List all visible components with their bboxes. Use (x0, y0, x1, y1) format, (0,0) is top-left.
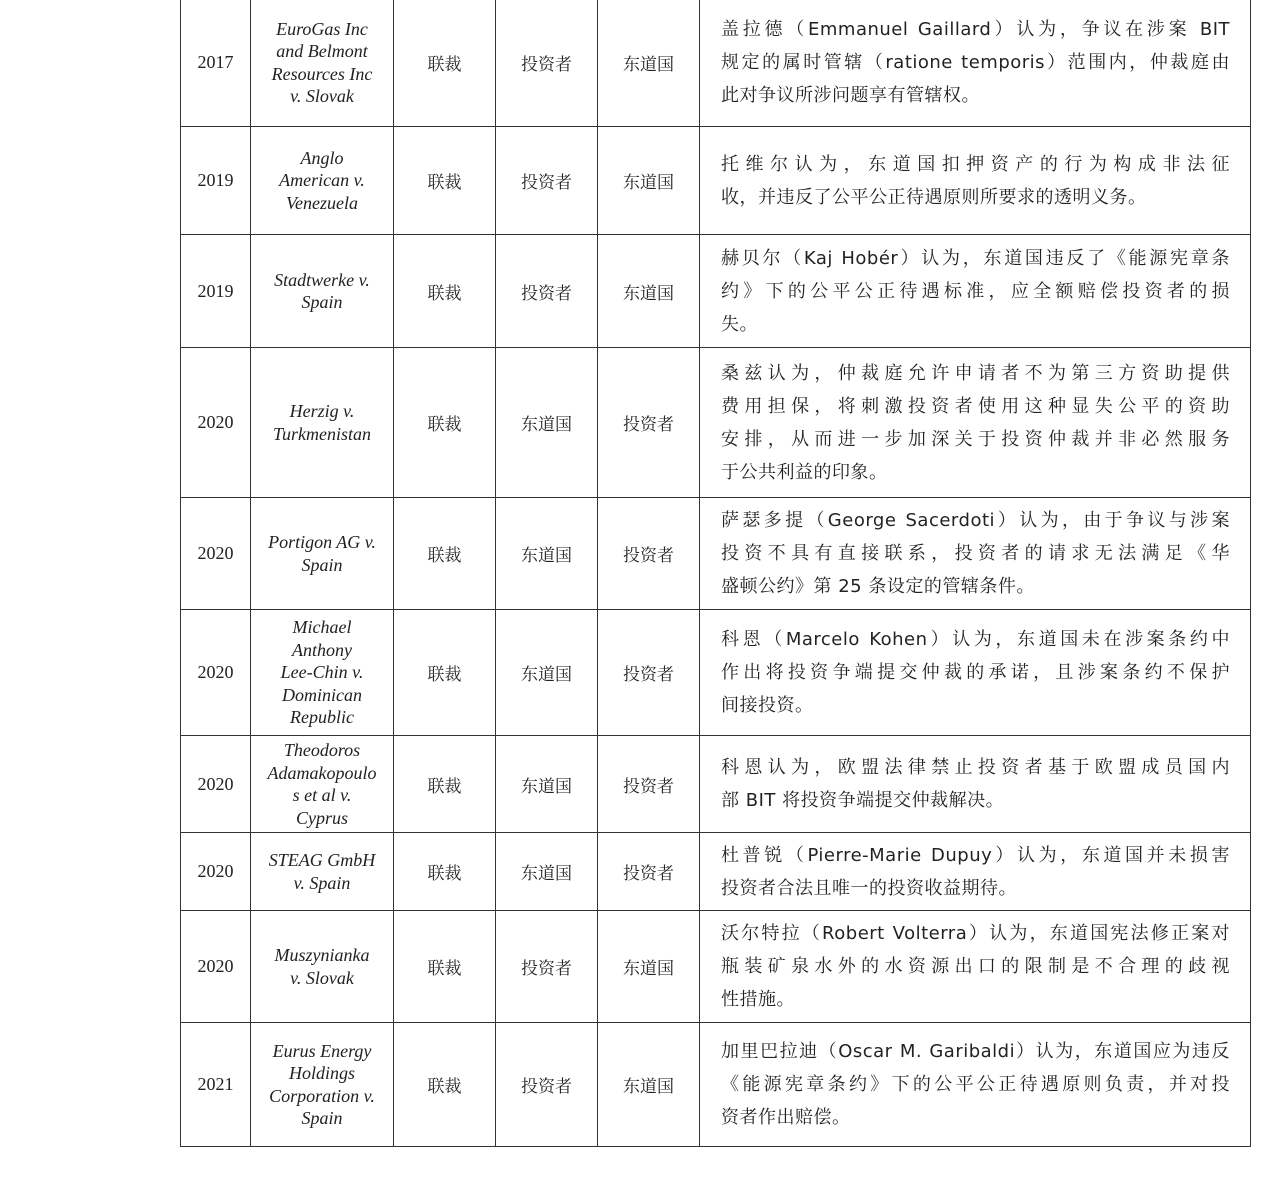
case-name-line: Corporation v. (269, 1085, 375, 1106)
case-name-cell (251, 127, 394, 235)
result-cell: 联裁 (394, 127, 496, 235)
opinion-line: 赫贝尔（Kaj Hobér）认为，东道国违反了《能源宪章条 (721, 247, 1230, 269)
case-name-line: Eurus Energy (272, 1040, 372, 1061)
party-a-cell: 投资者 (496, 1023, 598, 1147)
case-name-line: Republic (290, 707, 354, 728)
case-name-line: v. Slovak (290, 86, 354, 106)
case-name-line: Stadtwerke v. (274, 269, 370, 290)
case-name-line: Resources Inc (271, 63, 373, 84)
opinion-line: 规定的属时管辖（ratione temporis）范围内，仲裁庭由 (721, 52, 1230, 73)
year-cell: 2020 (181, 610, 251, 736)
opinion-cell (700, 127, 1251, 235)
year-cell: 2020 (181, 911, 251, 1023)
opinion-line: 盖拉德（Emmanuel Gaillard）认为，争议在涉案 BIT (721, 19, 1230, 40)
party-b-cell: 东道国 (598, 127, 700, 235)
opinion-line: 此对争议所涉问题享有管辖权。 (721, 85, 980, 106)
opinion-line: 作出将投资争端提交仲裁的承诺，且涉案条约不保护 (721, 662, 1230, 683)
party-a-cell: 东道国 (496, 498, 598, 610)
table-row (181, 498, 1251, 610)
opinion-cell (700, 833, 1251, 911)
case-name-line: Spain (301, 292, 343, 312)
party-b-cell: 投资者 (598, 348, 700, 498)
result-cell: 联裁 (394, 610, 496, 736)
case-name-line: s et al v. (292, 785, 352, 805)
result-cell: 联裁 (394, 1023, 496, 1147)
table-row (181, 0, 1251, 127)
table-row (181, 1023, 1251, 1147)
year-cell: 2019 (181, 127, 251, 235)
opinion-line: 瓶装矿泉水外的水资源出口的限制是不合理的歧视 (721, 956, 1230, 977)
year-cell: 2020 (181, 498, 251, 610)
party-a-cell: 投资者 (496, 127, 598, 235)
party-b-cell: 东道国 (598, 911, 700, 1023)
result-cell: 联裁 (394, 0, 496, 127)
table-row (181, 348, 1251, 498)
party-b-cell: 东道国 (598, 1023, 700, 1147)
opinion-line: 部 BIT 将投资争端提交仲裁解决。 (721, 790, 1005, 811)
opinion-line: 间接投资。 (721, 695, 814, 716)
year-cell: 2020 (181, 348, 251, 498)
opinion-line: 性措施。 (721, 989, 795, 1010)
opinion-line: 投资不具有直接联系，投资者的请求无法满足《华 (721, 543, 1230, 564)
year-cell: 2020 (181, 833, 251, 911)
opinion-line: 盛顿公约》第 25 条设定的管辖条件。 (721, 576, 1035, 597)
result-cell: 联裁 (394, 235, 496, 348)
opinion-line: 费用担保，将刺激投资者使用这种显失公平的资助 (721, 395, 1230, 417)
opinion-cell (700, 1023, 1251, 1147)
party-b-cell: 投资者 (598, 833, 700, 911)
case-name-line: Herzig v. (289, 401, 355, 421)
opinion-line: 资者作出赔偿。 (721, 1107, 851, 1128)
case-name-cell (251, 610, 394, 736)
opinion-cell (700, 736, 1251, 833)
case-name-line: v. Spain (293, 872, 351, 893)
case-name-line: Cyprus (295, 807, 348, 828)
case-name-line: EuroGas Inc (276, 18, 368, 39)
opinion-line: 托维尔认为，东道国扣押资产的行为构成非法征 (721, 153, 1230, 175)
result-cell: 联裁 (394, 498, 496, 610)
party-b-cell: 投资者 (598, 610, 700, 736)
opinion-cell (700, 348, 1251, 498)
party-a-cell: 东道国 (496, 736, 598, 833)
party-a-cell: 投资者 (496, 911, 598, 1023)
case-name-line: Spain (301, 1108, 343, 1128)
case-name-cell (251, 235, 394, 348)
result-cell: 联裁 (394, 911, 496, 1023)
opinion-line: 桑兹认为，仲裁庭允许申请者不为第三方资助提供 (721, 362, 1230, 384)
case-name-line: Adamakopoulo (267, 762, 377, 783)
year-cell: 2019 (181, 235, 251, 348)
opinion-line: 科恩（Marcelo Kohen）认为，东道国未在涉案条约中 (721, 629, 1230, 650)
opinion-line: 杜普锐（Pierre-Marie Dupuy）认为，东道国并未损害 (721, 844, 1230, 866)
party-a-cell: 东道国 (496, 833, 598, 911)
case-name-line: Spain (301, 554, 343, 575)
result-cell: 联裁 (394, 348, 496, 498)
table-row (181, 610, 1251, 736)
opinion-line: 失。 (721, 313, 758, 335)
case-name-line: Dominican (282, 684, 362, 705)
case-name-line: American v. (279, 170, 365, 191)
party-b-cell: 东道国 (598, 0, 700, 127)
case-name-line: v. Slovak (290, 967, 354, 988)
case-name-cell (251, 0, 394, 127)
opinion-cell (700, 911, 1251, 1023)
opinion-line: 于公共利益的印象。 (721, 461, 888, 483)
party-a-cell: 投资者 (496, 0, 598, 127)
party-a-cell: 东道国 (496, 610, 598, 736)
case-name-cell (251, 833, 394, 911)
opinion-line: 收，并违反了公平公正待遇原则所要求的透明义务。 (721, 186, 1147, 208)
party-b-cell: 投资者 (598, 736, 700, 833)
case-name-line: Lee-Chin v. (280, 662, 364, 683)
table-row (181, 911, 1251, 1023)
case-name-line: Holdings (288, 1063, 355, 1083)
table-row (181, 833, 1251, 911)
year-cell: 2020 (181, 736, 251, 833)
table-row (181, 235, 1251, 348)
case-name-line: Anglo (300, 147, 344, 168)
table-row (181, 736, 1251, 833)
party-b-cell: 东道国 (598, 235, 700, 348)
opinion-cell (700, 0, 1251, 127)
case-name-line: Anthony (292, 639, 352, 660)
arbitration-cases-table (180, 0, 1251, 1147)
party-b-cell: 投资者 (598, 498, 700, 610)
case-name-line: Turkmenistan (272, 423, 371, 444)
case-name-cell (251, 1023, 394, 1147)
opinion-cell (700, 610, 1251, 736)
case-name-line: Portigon AG v. (268, 532, 376, 552)
party-a-cell: 东道国 (496, 348, 598, 498)
opinion-cell (700, 235, 1251, 348)
case-name-line: and Belmont (276, 41, 368, 61)
opinion-line: 萨瑟多提（George Sacerdoti）认为，由于争议与涉案 (721, 510, 1230, 531)
opinion-line: 安排，从而进一步加深关于投资仲裁并非必然服务 (721, 428, 1230, 450)
case-name-cell (251, 498, 394, 610)
case-name-cell (251, 736, 394, 833)
case-name-line: Venezuela (286, 192, 358, 213)
opinion-line: 沃尔特拉（Robert Volterra）认为，东道国宪法修正案对 (721, 923, 1230, 944)
opinion-line: 投资者合法且唯一的投资收益期待。 (721, 877, 1017, 899)
opinion-line: 约》下的公平公正待遇标准，应全额赔偿投资者的损 (721, 280, 1230, 302)
year-cell: 2021 (181, 1023, 251, 1147)
table-row (181, 127, 1251, 235)
case-name-cell (251, 348, 394, 498)
result-cell: 联裁 (394, 736, 496, 833)
case-name-line: Theodoros (283, 740, 361, 760)
opinion-line: 科恩认为，欧盟法律禁止投资者基于欧盟成员国内 (721, 757, 1230, 778)
opinion-line: 加里巴拉迪（Oscar M. Garibaldi）认为，东道国应为违反 (721, 1041, 1230, 1062)
party-a-cell: 投资者 (496, 235, 598, 348)
case-name-line: STEAG GmbH (268, 850, 376, 870)
case-name-line: Michael (292, 617, 352, 638)
case-name-line: Muszynianka (274, 945, 370, 965)
opinion-cell (700, 498, 1251, 610)
case-name-cell (251, 911, 394, 1023)
year-cell: 2017 (181, 0, 251, 127)
result-cell: 联裁 (394, 833, 496, 911)
opinion-line: 《能源宪章条约》下的公平公正待遇原则负责，并对投 (721, 1074, 1230, 1095)
